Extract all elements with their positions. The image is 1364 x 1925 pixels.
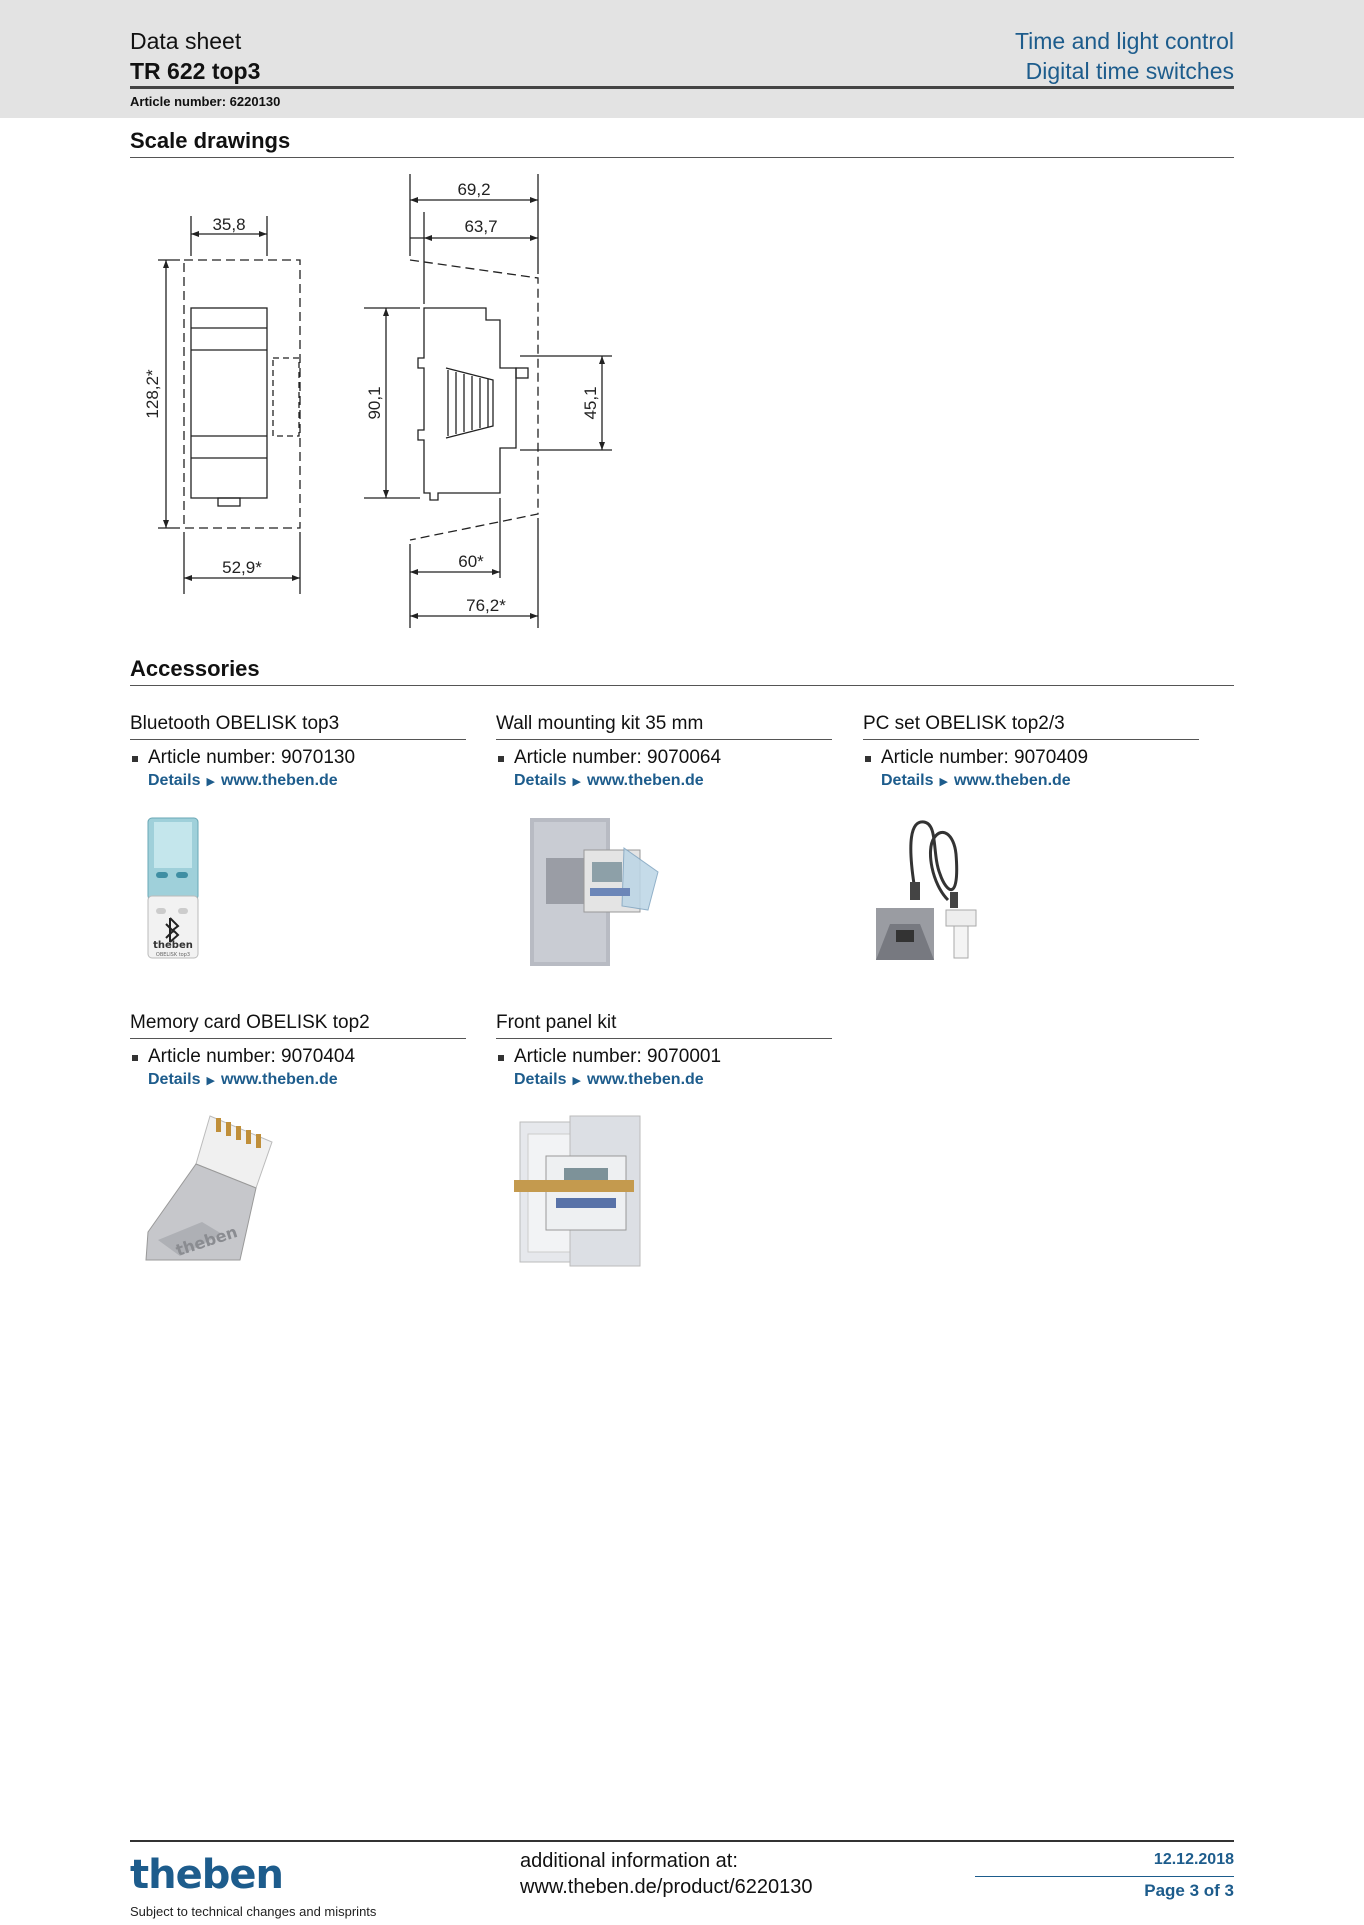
accessory-item xyxy=(496,1011,832,1092)
accessory-item xyxy=(130,1011,466,1092)
bullet-icon xyxy=(498,1055,504,1061)
side-body xyxy=(418,308,516,500)
pc-set-cable-icon xyxy=(870,814,1000,964)
accessory-article xyxy=(130,1045,466,1069)
accessory-item xyxy=(496,712,832,793)
dim-side-top-outer: 69,2 xyxy=(457,180,491,199)
accessory-article-text: Article number: 9070404 xyxy=(148,1046,356,1067)
header-right xyxy=(1015,26,1234,86)
accessory-article xyxy=(496,746,832,770)
date-divider xyxy=(975,1876,1234,1877)
accessory-name: Bluetooth OBELISK top3 xyxy=(130,712,466,740)
dim-front-width: 35,8 xyxy=(212,215,246,234)
disclaimer: Subject to technical changes and misprints xyxy=(130,1904,377,1919)
bullet-icon xyxy=(132,756,138,762)
website-link[interactable]: www.theben.de xyxy=(586,772,704,789)
arrow-right-icon: ▶ xyxy=(206,776,215,788)
accessory-article-text: Article number: 9070409 xyxy=(881,747,1089,768)
arrow-right-icon: ▶ xyxy=(939,776,948,788)
accessory-links xyxy=(496,770,832,793)
details-link[interactable]: Details xyxy=(148,1071,201,1088)
accessory-links xyxy=(863,770,1199,793)
dim-front-height: 128,2* xyxy=(143,369,162,419)
memory-card-icon xyxy=(138,1110,278,1270)
scale-drawings-divider xyxy=(130,157,1234,158)
accessory-links xyxy=(496,1069,832,1092)
front-panel-kit-icon xyxy=(510,1112,660,1272)
footer-divider xyxy=(130,1840,1234,1842)
page-number: Page 3 of 3 xyxy=(1144,1881,1234,1900)
side-outline xyxy=(410,260,538,540)
dim-side-bottom-outer: 76,2* xyxy=(466,596,506,615)
bluetooth-brand: theben xyxy=(153,940,193,951)
accessory-article-text: Article number: 9070064 xyxy=(514,747,722,768)
accessory-article xyxy=(863,746,1199,770)
accessory-article xyxy=(496,1045,832,1069)
accessory-name: Memory card OBELISK top2 xyxy=(130,1011,466,1039)
accessories-divider xyxy=(130,685,1234,686)
doc-type: Data sheet xyxy=(130,28,242,54)
front-body xyxy=(191,308,267,498)
accessories-title: Accessories xyxy=(130,656,260,681)
scale-drawings-title: Scale drawings xyxy=(130,128,291,153)
article-number: Article number: 6220130 xyxy=(130,94,281,109)
header-left xyxy=(130,26,260,86)
details-link[interactable]: Details xyxy=(514,1071,567,1088)
website-link[interactable]: www.theben.de xyxy=(220,1071,338,1088)
details-link[interactable]: Details xyxy=(881,772,934,789)
website-link[interactable]: www.theben.de xyxy=(586,1071,704,1088)
accessory-item xyxy=(130,712,466,793)
dim-front-bottom: 52,9* xyxy=(222,558,262,577)
bullet-icon xyxy=(132,1055,138,1061)
product-url[interactable]: www.theben.de/product/6220130 xyxy=(520,1876,813,1898)
wall-mounting-kit-icon xyxy=(526,814,676,968)
dim-side-bottom-inner: 60* xyxy=(458,552,484,571)
scale-drawing xyxy=(128,168,648,638)
additional-info-label: additional information at: xyxy=(520,1850,738,1872)
theben-logo: theben xyxy=(130,1852,283,1898)
accessory-item xyxy=(863,712,1199,793)
accessory-links xyxy=(130,770,466,793)
arrow-right-icon: ▶ xyxy=(572,776,581,788)
product-name: TR 622 top3 xyxy=(130,58,261,84)
header-divider xyxy=(130,86,1234,89)
website-link[interactable]: www.theben.de xyxy=(220,772,338,789)
dim-side-height: 90,1 xyxy=(365,386,384,420)
arrow-right-icon: ▶ xyxy=(206,1075,215,1087)
category-line-1: Time and light control xyxy=(1014,28,1234,54)
accessory-name: Wall mounting kit 35 mm xyxy=(496,712,832,740)
bluetooth-sub: OBELISK top3 xyxy=(155,952,191,958)
front-outline xyxy=(184,260,300,528)
arrow-right-icon: ▶ xyxy=(572,1075,581,1087)
memory-card-brand: theben xyxy=(173,1222,240,1260)
accessory-name: PC set OBELISK top2/3 xyxy=(863,712,1199,740)
accessory-links xyxy=(130,1069,466,1092)
details-link[interactable]: Details xyxy=(148,772,201,789)
accessory-article-text: Article number: 9070130 xyxy=(148,747,356,768)
document-date: 12.12.2018 xyxy=(1153,1851,1234,1868)
accessory-article-text: Article number: 9070001 xyxy=(514,1046,722,1067)
accessory-name: Front panel kit xyxy=(496,1011,832,1039)
bullet-icon xyxy=(865,756,871,762)
details-link[interactable]: Details xyxy=(514,772,567,789)
bullet-icon xyxy=(498,756,504,762)
bluetooth-stick-icon xyxy=(140,814,210,962)
accessory-article xyxy=(130,746,466,770)
website-link[interactable]: www.theben.de xyxy=(953,772,1071,789)
additional-info xyxy=(520,1848,812,1900)
dim-side-right: 45,1 xyxy=(581,386,600,420)
dim-side-top-inner: 63,7 xyxy=(464,217,498,236)
category-line-2: Digital time switches xyxy=(1025,58,1234,84)
